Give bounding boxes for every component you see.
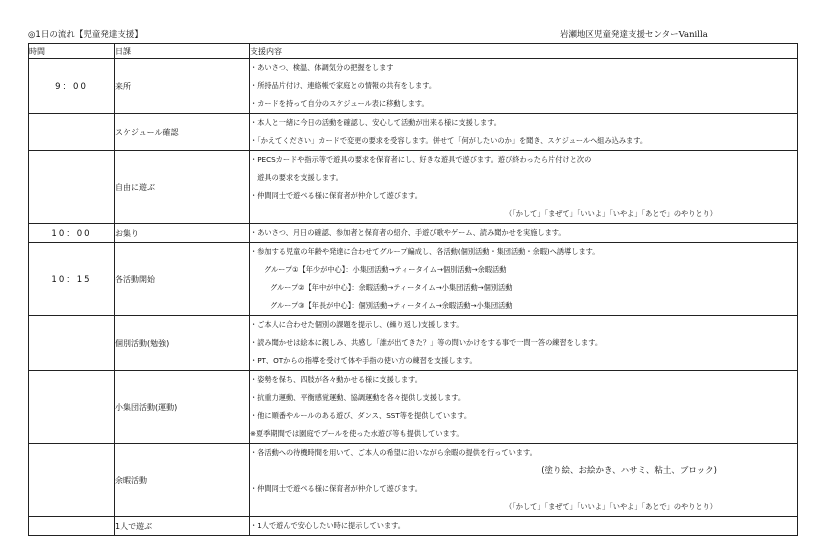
table-row xyxy=(29,444,798,517)
support-line: ・1人で遊んで安心したい時に提示しています。 xyxy=(250,521,405,530)
support-line: ・「かえてください」カードで変更の要求を受容します。併せて「何がしたいのか」を聞き、スケジュールへ組み込みます。 xyxy=(250,136,648,145)
schedule-table xyxy=(28,43,798,536)
row-time xyxy=(29,316,115,371)
support-line: ・読み聞かせは絵本に親しみ、共感し「誰が出てきた？」等の問いかけをする事で一問一答の練習をします。 xyxy=(250,338,603,347)
support-line: ・各活動への待機時間を用いて、ご本人の希望に沿いながら余暇の提供を行っています。 xyxy=(250,448,537,457)
support-line: ・PECSカードや指示等で遊具の要求を保育者にし、好きな遊具で遊びます。遊び終わったら片付けと次の xyxy=(250,155,592,164)
table-row xyxy=(29,316,798,371)
column-header-activity: 日課 xyxy=(115,44,250,59)
support-line: ・本人と一緒に今日の活動を確認し、安心して活動が出来る様に支援します。 xyxy=(250,118,501,127)
support-line: ※夏季期間では園庭でプールを使った水遊び等も提供しています。 xyxy=(250,429,464,438)
row-activity: 自由に遊ぶ xyxy=(115,151,250,224)
support-line: (塗り絵、お絵かき、ハサミ、粘土、ブロック) xyxy=(541,466,717,476)
row-activity: 個別活動(勉強) xyxy=(115,316,250,371)
row-support xyxy=(250,114,798,151)
row-activity: スケジュール確認 xyxy=(115,114,250,151)
column-header-support: 支援内容 xyxy=(250,44,798,59)
support-line: ・他に順番やルールのある遊び、ダンス、SST等を提供しています。 xyxy=(250,411,472,420)
support-line: ・所持品片付け、連絡帳で家庭との情報の共有をします。 xyxy=(250,81,437,90)
row-time xyxy=(29,114,115,151)
column-header-time: 時間 xyxy=(29,44,115,59)
row-time xyxy=(29,371,115,444)
document-title: ◎1日の流れ【児童発達支援】 xyxy=(28,30,143,40)
row-time: 10：00 xyxy=(29,224,115,243)
row-activity: お集り xyxy=(115,224,250,243)
support-line: ・姿勢を保ち、四肢が各々動かせる様に支援します。 xyxy=(250,375,422,384)
table-row xyxy=(29,517,798,536)
row-time xyxy=(29,517,115,536)
row-support xyxy=(250,371,798,444)
row-time xyxy=(29,444,115,517)
row-time: 10：15 xyxy=(29,243,115,316)
table-row xyxy=(29,371,798,444)
center-name: 岩瀬地区児童発達支援センターVanilla xyxy=(560,30,708,40)
group-line: グループ①【年少が中心】：小集団活動→ティータイム→個別活動→余暇活動 xyxy=(264,265,507,274)
row-activity: 小集団活動(運動) xyxy=(115,371,250,444)
row-activity: 各活動開始 xyxy=(115,243,250,316)
row-support xyxy=(250,316,798,371)
row-support xyxy=(250,444,798,517)
table-header-row xyxy=(29,44,798,59)
table-row xyxy=(29,151,798,224)
row-time xyxy=(29,151,115,224)
row-activity: 来所 xyxy=(115,59,250,114)
row-support xyxy=(250,151,798,224)
support-line: ・あいさつ、月日の確認、参加者と保育者の紹介、手遊び歌やゲーム、読み聞かせを実施します。 xyxy=(250,228,566,237)
table-row xyxy=(29,224,798,243)
support-line: ・ご本人に合わせた個別の課題を提示し、(繰り返し)支援します。 xyxy=(250,320,464,329)
support-line: ・参加する児童の年齢や発達に合わせてグループ編成し、各活動(個別活動・集団活動・余暇)へ誘導します。 xyxy=(250,247,600,256)
table-row xyxy=(29,59,798,114)
row-activity: 1人で遊ぶ xyxy=(115,517,250,536)
support-line: （「かして」「まぜて」「いいよ」「いやよ」「あとで」のやりとり） xyxy=(504,502,717,511)
support-line: 遊具の要求を支援します。 xyxy=(250,173,343,182)
support-line: ・PT、OTからの指導を受けて体や手指の使い方の練習を支援します。 xyxy=(250,356,477,365)
support-line: （「かして」「まぜて」「いいよ」「いやよ」「あとで」のやりとり） xyxy=(504,209,717,218)
support-line: ・仲間同士で遊べる様に保育者が仲介して遊びます。 xyxy=(250,191,422,200)
row-activity: 余暇活動 xyxy=(115,444,250,517)
support-line: ・抗重力運動、平衡感覚運動、協調運動を各々提供し支援します。 xyxy=(250,393,466,402)
group-line: グループ②【年中が中心】：余暇活動→ティータイム→小集団活動→個別活動 xyxy=(270,283,513,292)
row-time: 9：00 xyxy=(29,59,115,114)
support-line: ・仲間同士で遊べる様に保育者が仲介して遊びます。 xyxy=(250,484,422,493)
group-line: グループ③【年長が中心】：個別活動→ティータイム→余暇活動→小集団活動 xyxy=(270,301,513,310)
support-line: ・カードを持って自分のスケジュール表に移動します。 xyxy=(250,99,429,108)
row-support xyxy=(250,517,798,536)
table-row xyxy=(29,114,798,151)
row-support xyxy=(250,59,798,114)
support-line: ・あいさつ、検温、体調気分の把握をします xyxy=(250,63,394,72)
row-support xyxy=(250,243,798,316)
row-support xyxy=(250,224,798,243)
table-row xyxy=(29,243,798,316)
